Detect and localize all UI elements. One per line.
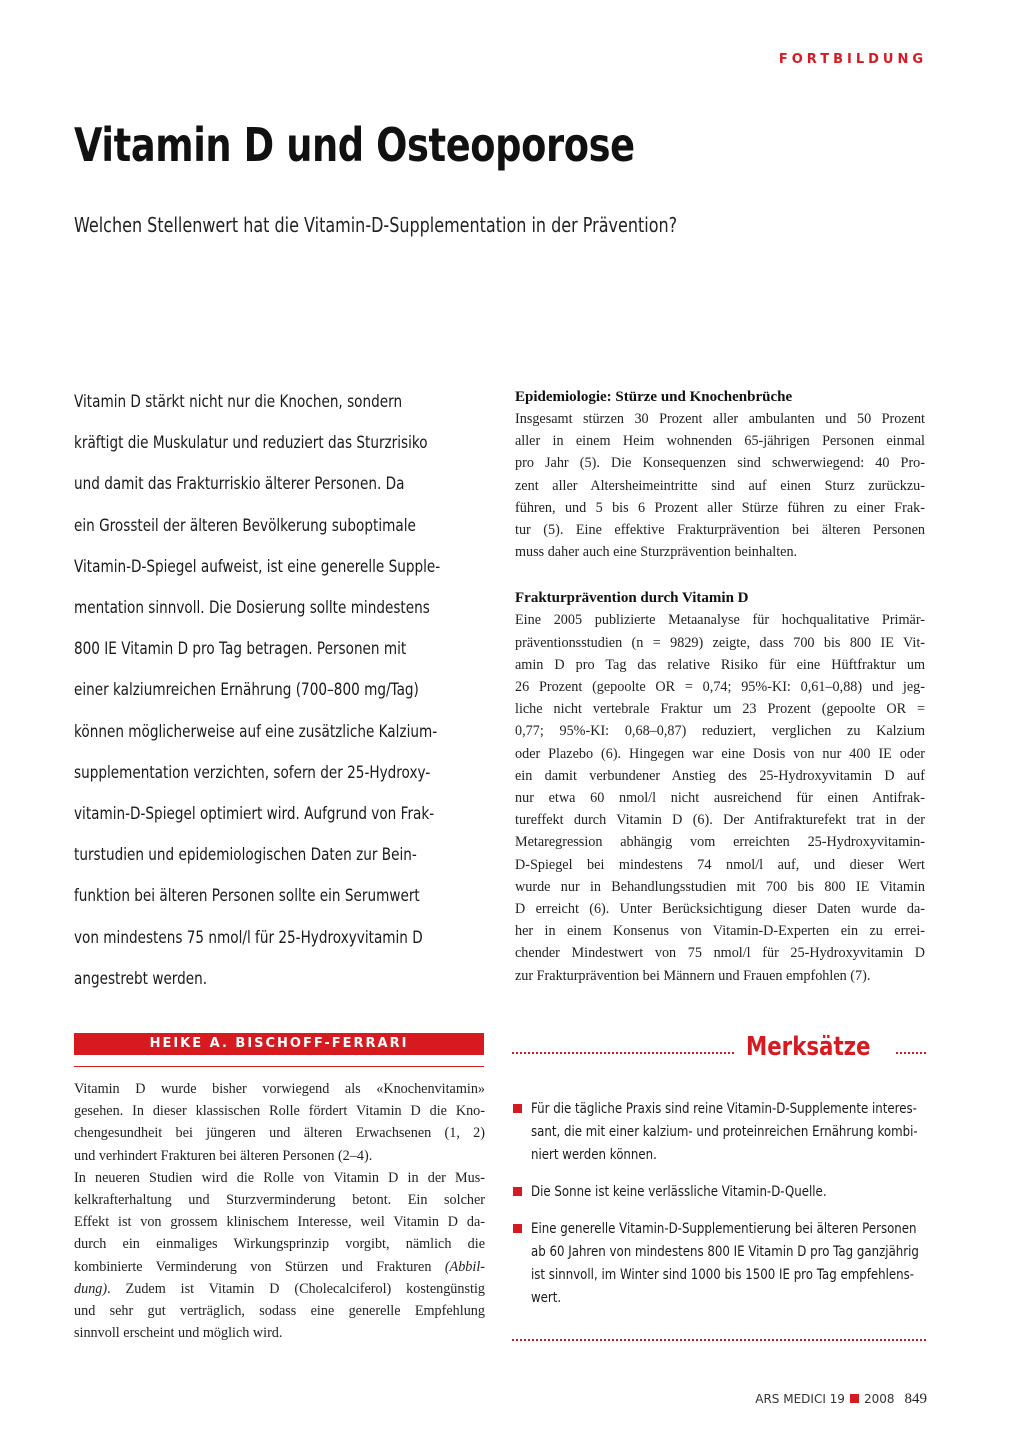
figure-reference: dung): [74, 1280, 108, 1297]
lead-line: einer kalziumreichen Ernährung (700–800 mg/Tag): [74, 680, 419, 701]
body-line: muss daher auch eine Sturzprävention beinhalten.: [515, 544, 798, 561]
body-line: D erreicht (6). Unter Berücksichtigung dieser Daten wurde da-: [515, 901, 925, 918]
body-line: aller in einem Heim wohnenden 65-jährigen Personen einmal: [515, 433, 925, 450]
body-line: sinnvoll erscheint und möglich wird.: [74, 1325, 283, 1342]
body-line: wurde nur in Behandlungsstudien mit 700 bis 800 IE Vitamin: [515, 878, 925, 895]
merksatz-line: sant, die mit einer kalzium- und proteinreichen Ernährung kombi-: [531, 1124, 918, 1140]
author-rule: [74, 1066, 484, 1067]
merksatz-line: Eine generelle Vitamin-D-Supplementierung bei älteren Personen: [531, 1221, 917, 1237]
lead-line: Vitamin D stärkt nicht nur die Knochen, sondern: [74, 392, 403, 412]
merksaetze-title: Merksätze: [746, 1032, 871, 1062]
body-line: tur (5). Eine effektive Frakturprävention bei älteren Personen: [515, 522, 925, 539]
merksaetze-header: [512, 1034, 926, 1064]
body-line: oder Plazebo (6). Hingegen war eine Dosis von nur 400 IE oder: [515, 745, 925, 762]
merksatz-line: wert.: [531, 1290, 562, 1306]
lead-paragraph: [74, 382, 482, 1000]
body-line: zur Frakturprävention bei Männern und Frauen empfohlen (7).: [515, 967, 871, 984]
body-line: liche nicht vertebrale Fraktur um 23 Prozent (gepoolte OR =: [515, 701, 925, 718]
body-line: Eine 2005 publizierte Metaanalyse für hochqualitative Primär-: [515, 612, 925, 629]
merksatz-item: [513, 1218, 927, 1310]
merksatz-line: niert werden können.: [531, 1147, 657, 1163]
merksatz-item: [513, 1098, 927, 1167]
lead-line: 800 IE Vitamin D pro Tag betragen. Personen mit: [74, 639, 407, 660]
section-label: FORTBILDUNG: [778, 52, 927, 67]
body-line: Insgesamt stürzen 30 Prozent aller ambulanten und 50 Prozent: [515, 411, 925, 427]
merksatz-line: Für die tägliche Praxis sind reine Vitamin-D-Supplemente interes-: [531, 1101, 917, 1117]
right-column: [515, 386, 925, 987]
section-gap: [515, 563, 925, 587]
lead-line: turstudien und epidemiologischen Daten zur Bein-: [74, 845, 417, 866]
article-subtitle: Welchen Stellenwert hat die Vitamin-D-Supplementation in der Prävention?: [74, 213, 678, 237]
intro-paragraph: [74, 1078, 485, 1344]
body-line: nur etwa 60 nmol/l nicht ausreichend für einen Antifrak-: [515, 790, 925, 807]
page-number: 849: [904, 1391, 927, 1407]
body-line: zent aller Altersheimeintritte sind auf einen Sturz zurückzu-: [515, 477, 925, 494]
bullet-square-icon: [513, 1187, 522, 1196]
dotted-rule-left: [512, 1052, 734, 1054]
merksatz-line: ist sinnvoll, im Winter sind 1000 bis 1500 IE pro Tag empfehlens-: [531, 1267, 915, 1283]
figure-reference: (Abbil-: [444, 1258, 485, 1275]
body-line: gesehen. In dieser klassischen Rolle fördert Vitamin D die Kno-: [74, 1103, 485, 1120]
merksatz-text: [531, 1218, 933, 1310]
merksatz-text: [531, 1098, 933, 1167]
body-line: ein damit verbundener Anstieg des 25-Hydroxyvitamin D auf: [515, 767, 925, 784]
section-heading: Frakturprävention durch Vitamin D: [515, 590, 749, 607]
body-line: amin D pro Tag das relative Risiko für eine Hüftfraktur um: [515, 656, 925, 673]
merksaetze-bottom-rule: [512, 1339, 926, 1341]
journal-year: 2008: [863, 1392, 895, 1406]
merksaetze-list: [513, 1098, 927, 1324]
page-footer: [755, 1391, 927, 1408]
author-bar: HEIKE A. BISCHOFF-FERRARI: [74, 1033, 484, 1055]
body-line: In neueren Studien wird die Rolle von Vitamin D in der Mus-: [74, 1169, 485, 1186]
body-line: Metaregression abhängig vom erreichten 25-Hydroxyvitamin-: [515, 834, 925, 851]
body-text: kombinierte Verminderung von Stürzen und Frakturen: [74, 1258, 445, 1275]
footer-square-icon: [850, 1394, 859, 1403]
lead-line: können möglicherweise auf eine zusätzliche Kalzium-: [74, 721, 438, 742]
body-line: 0,77; 95%-KI: 0,68–0,87) reduziert, verglichen zu Kalzium: [515, 723, 925, 740]
journal-name: ARS MEDICI 19: [755, 1392, 845, 1406]
lead-line: angestrebt werden.: [74, 968, 208, 989]
body-line: und verhindert Frakturen bei älteren Personen (2–4).: [74, 1147, 373, 1164]
lead-line: Vitamin-D-Spiegel aufweist, ist eine generelle Supple-: [74, 556, 441, 577]
merksatz-line: Die Sonne ist keine verlässliche Vitamin-D-Quelle.: [531, 1184, 827, 1200]
body-line: chengesundheit bei jüngeren und älteren Erwachsenen (1, 2): [74, 1125, 485, 1142]
dotted-rule-right: [896, 1052, 926, 1054]
body-line: führen, und 5 bis 6 Prozent aller Stürze führen zu einer Frak-: [515, 499, 925, 516]
bullet-square-icon: [513, 1224, 522, 1233]
lead-line: vitamin-D-Spiegel optimiert wird. Aufgrund von Frak-: [74, 804, 435, 825]
body-line: [74, 1278, 485, 1300]
body-line: 26 Prozent (gepoolte OR = 0,74; 95%-KI: 0,61–0,88) und jeg-: [515, 679, 925, 696]
section-heading: Epidemiologie: Stürze und Knochenbrüche: [515, 389, 793, 405]
body-line: D-Spiegel bei mindestens 74 nmol/l auf, und dieser Wert: [515, 856, 925, 873]
lead-line: von mindestens 75 nmol/l für 25-Hydroxyvitamin D: [74, 927, 423, 948]
lead-line: mentation sinnvoll. Die Dosierung sollte mindestens: [74, 598, 430, 619]
lead-line: ein Grossteil der älteren Bevölkerung suboptimale: [74, 515, 416, 536]
lead-line: funktion bei älteren Personen sollte ein Serumwert: [74, 886, 420, 907]
lead-line: und damit das Frakturriskio älterer Personen. Da: [74, 474, 405, 495]
body-line: und sehr gut verträglich, sodass eine generelle Empfehlung: [74, 1303, 485, 1320]
body-line: chender Mindestwert von 75 nmol/l für 25-Hydroxyvitamin D: [515, 945, 925, 962]
merksatz-line: ab 60 Jahren von mindestens 800 IE Vitamin D pro Tag ganzjährig: [531, 1244, 919, 1260]
body-line: pro Jahr (5). Die Konsequenzen sind schwerwiegend: 40 Pro-: [515, 455, 925, 472]
merksatz-item: [513, 1181, 927, 1204]
lead-line: supplementation verzichten, sofern der 25-Hydroxy-: [74, 762, 431, 783]
bullet-square-icon: [513, 1104, 522, 1113]
body-line: Vitamin D wurde bisher vorwiegend als «Knochenvitamin»: [74, 1081, 485, 1097]
article-title: Vitamin D und Osteoporose: [74, 118, 635, 172]
merksatz-text: [531, 1181, 933, 1204]
body-text: . Zudem ist Vitamin D (Cholecalciferol) kostengünstig: [107, 1280, 485, 1297]
body-line: her in einem Konsenus von Vitamin-D-Experten ein zu errei-: [515, 923, 925, 940]
body-line: [74, 1256, 485, 1278]
body-line: präventionsstudien (n = 9829) zeigte, dass 700 bis 800 IE Vit-: [515, 634, 925, 651]
body-line: tureffekt durch Vitamin D (6). Der Antifrakturefekt trat in der: [515, 812, 925, 829]
body-line: durch ein einmaliges Wirkungsprinzip vorgibt, nämlich die: [74, 1236, 485, 1253]
lead-line: kräftigt die Muskulatur und reduziert das Sturzrisiko: [74, 433, 428, 454]
body-line: kelkrafterhaltung und Sturzverminderung betont. Ein solcher: [74, 1192, 485, 1209]
body-line: Effekt ist von grossem klinischem Interesse, weil Vitamin D da-: [74, 1214, 485, 1231]
